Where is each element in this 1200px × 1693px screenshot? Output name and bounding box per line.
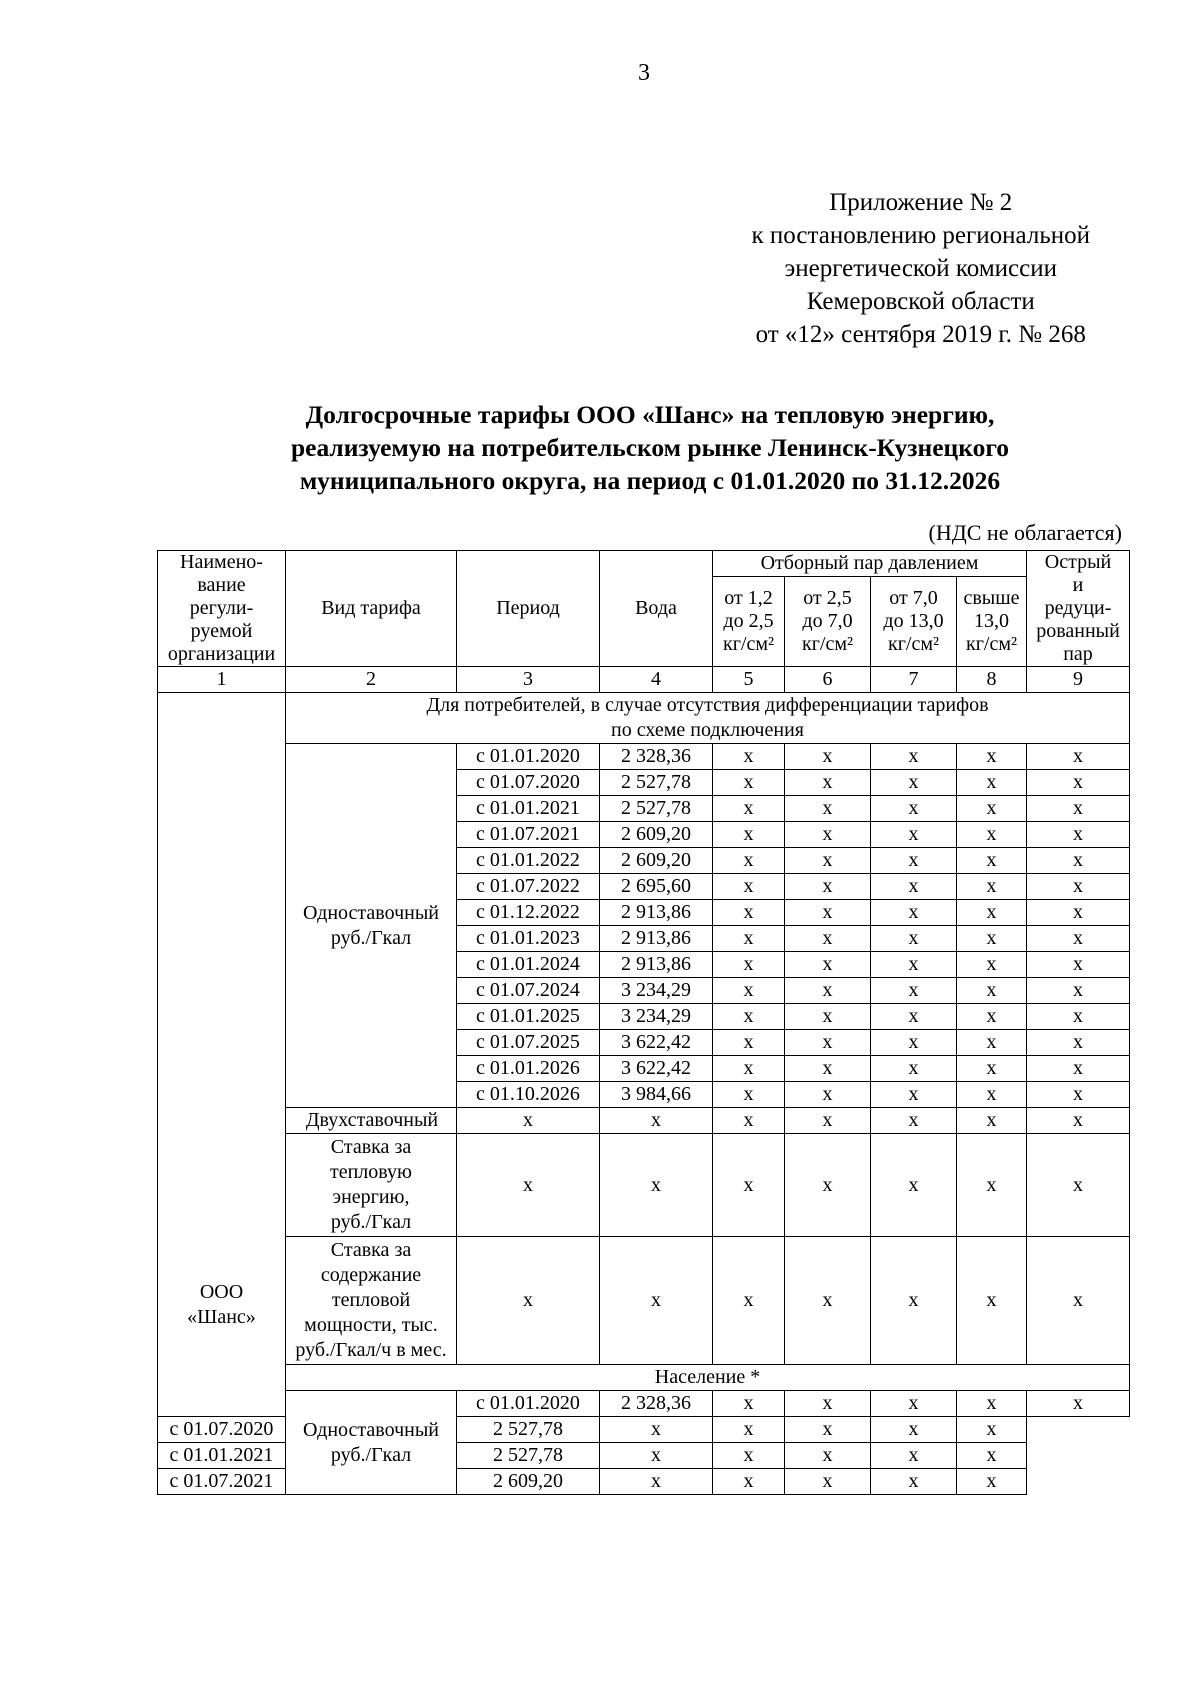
table-cell: x — [785, 1469, 871, 1495]
table-cell: 3 984,66 — [600, 1082, 713, 1108]
text-line: руемой — [190, 620, 253, 642]
table-cell: с 01.01.2021 — [158, 1443, 286, 1469]
table-cell: x — [785, 874, 871, 900]
header-period: Период — [457, 551, 600, 667]
text-line: от 7,0 — [889, 587, 938, 609]
table-cell: с 01.01.2022 — [457, 848, 600, 874]
table-cell: x — [785, 1056, 871, 1082]
section2-title: Население * — [286, 1365, 1130, 1391]
text-line: от 2,5 — [803, 587, 852, 609]
table-cell: x — [957, 744, 1027, 770]
text-line: Ставка за — [330, 1136, 412, 1158]
table-cell: x — [957, 926, 1027, 952]
table-cell: x — [1027, 770, 1130, 796]
title-line: муниципального округа, на период с 01.01.2020 по 31.12.2026 — [299, 466, 1001, 495]
table-cell: x — [600, 1134, 713, 1237]
header-steam-group: Отборный пар давлением — [713, 551, 1027, 577]
table-cell: 2 527,78 — [600, 796, 713, 822]
table-cell: x — [871, 796, 957, 822]
table-cell: x — [957, 848, 1027, 874]
table-cell: x — [1027, 978, 1130, 1004]
rate-capacity-label — [286, 1237, 457, 1365]
table-cell: x — [785, 744, 871, 770]
table-cell: x — [713, 1134, 785, 1237]
table-cell: 3 234,29 — [600, 978, 713, 1004]
table-row — [158, 744, 1130, 770]
text-line: до 13,0 — [883, 610, 944, 632]
text-line: до 7,0 — [802, 610, 853, 632]
vat-note: (НДС не облагается) — [928, 520, 1122, 545]
table-cell: x — [600, 1443, 713, 1469]
section1-title — [286, 693, 1130, 744]
text-line: руб./Гкал — [330, 926, 412, 949]
table-cell: x — [957, 952, 1027, 978]
table-cell: x — [713, 1443, 785, 1469]
text-line: тепловую — [329, 1161, 412, 1183]
table-cell: x — [713, 1056, 785, 1082]
text-line: от 1,2 — [724, 587, 773, 609]
table-cell: x — [957, 1004, 1027, 1030]
table-cell: x — [957, 1443, 1027, 1469]
table-cell: x — [457, 1134, 600, 1237]
table-cell: 2 — [286, 667, 457, 693]
table-cell: x — [1027, 1030, 1130, 1056]
table-row — [158, 551, 1130, 577]
text-line: кг/см² — [965, 633, 1017, 655]
table-cell: 2 609,20 — [600, 822, 713, 848]
table-cell: x — [713, 900, 785, 926]
table-cell: 8 — [957, 667, 1027, 693]
table-cell: с 01.10.2026 — [457, 1082, 600, 1108]
table-cell: x — [1027, 952, 1130, 978]
table-cell: x — [1027, 1004, 1130, 1030]
table-cell: x — [713, 848, 785, 874]
text-line: «Шанс» — [187, 1305, 256, 1328]
table-row — [158, 1365, 1130, 1391]
appendix-line: от «12» сентября 2019 г. № 268 — [755, 321, 1086, 348]
table-cell: x — [457, 1108, 600, 1134]
table-cell: x — [957, 978, 1027, 1004]
table-cell: x — [713, 1391, 785, 1417]
title-line: Долгосрочные тарифы ООО «Шанс» на тепловую энергию, — [305, 400, 995, 429]
text-line: тепловой — [331, 1289, 411, 1311]
table-cell: x — [785, 770, 871, 796]
text-line: кг/см² — [801, 633, 853, 655]
table-cell: x — [785, 1391, 871, 1417]
table-cell: 2 328,36 — [600, 744, 713, 770]
header-steam-3 — [871, 577, 957, 667]
table-cell: x — [957, 1108, 1027, 1134]
text-line: и — [1072, 574, 1084, 596]
appendix-line: Кемеровской области — [806, 288, 1035, 315]
table-cell: x — [713, 978, 785, 1004]
organization-cell — [158, 693, 286, 1417]
table-cell: с 01.07.2021 — [457, 822, 600, 848]
table-cell: x — [871, 1237, 957, 1365]
table-cell: x — [957, 900, 1027, 926]
text-line: вание — [197, 574, 246, 596]
header-steam-2 — [785, 577, 871, 667]
table-cell: x — [713, 796, 785, 822]
text-line: Одноставочный — [303, 1418, 439, 1441]
table-cell: x — [871, 1469, 957, 1495]
text-line: кг/см² — [722, 633, 774, 655]
table-cell: 5 — [713, 667, 785, 693]
table-cell: x — [1027, 1134, 1130, 1237]
table-cell: x — [871, 952, 957, 978]
table-cell: 3 — [457, 667, 600, 693]
table-cell: x — [871, 926, 957, 952]
table-cell: с 01.01.2021 — [457, 796, 600, 822]
table-cell: 2 609,20 — [457, 1469, 600, 1495]
table-cell: x — [713, 926, 785, 952]
rate-energy-label — [286, 1134, 457, 1237]
header-sharp-steam — [1027, 551, 1130, 667]
header-organization — [158, 551, 286, 667]
table-cell: x — [600, 1417, 713, 1443]
table-cell: x — [957, 1056, 1027, 1082]
table-cell: x — [785, 900, 871, 926]
table-cell: x — [1027, 848, 1130, 874]
table-cell: x — [871, 770, 957, 796]
table-cell: x — [785, 978, 871, 1004]
table-cell: x — [871, 1030, 957, 1056]
text-line: рованный — [1036, 620, 1120, 642]
appendix-line: Приложение № 2 — [829, 189, 1013, 216]
text-line: пар — [1063, 643, 1093, 665]
table-cell: x — [957, 1469, 1027, 1495]
table-cell: x — [871, 900, 957, 926]
table-cell: x — [713, 874, 785, 900]
table-cell: с 01.07.2025 — [457, 1030, 600, 1056]
text-line: редуци- — [1044, 597, 1112, 619]
table-cell: x — [957, 1134, 1027, 1237]
header-water: Вода — [600, 551, 713, 667]
table-cell: с 01.07.2024 — [457, 978, 600, 1004]
table-cell: с 01.12.2022 — [457, 900, 600, 926]
table-cell: 2 527,78 — [600, 770, 713, 796]
table-cell: x — [785, 1004, 871, 1030]
table-cell: x — [871, 1004, 957, 1030]
table-cell: x — [785, 1082, 871, 1108]
table-cell: 2 913,86 — [600, 952, 713, 978]
tariff-table — [157, 550, 1130, 1495]
table-cell: x — [957, 796, 1027, 822]
table-cell: x — [785, 822, 871, 848]
table-cell: x — [871, 744, 957, 770]
table-cell: x — [871, 1108, 957, 1134]
text-line: 13,0 — [974, 610, 1009, 632]
table-cell: x — [600, 1108, 713, 1134]
table-cell: x — [871, 1082, 957, 1108]
table-cell: 3 622,42 — [600, 1056, 713, 1082]
table-cell: 3 234,29 — [600, 1004, 713, 1030]
table-cell: x — [1027, 1056, 1130, 1082]
table-cell: с 01.01.2020 — [457, 744, 600, 770]
table-cell: 2 913,86 — [600, 900, 713, 926]
text-line: Одноставочный — [303, 901, 439, 924]
appendix-block — [752, 186, 1091, 351]
header-tariff-type: Вид тарифа — [286, 551, 457, 667]
header-steam-4 — [957, 577, 1027, 667]
table-cell: с 01.01.2025 — [457, 1004, 600, 1030]
table-cell: с 01.07.2020 — [158, 1417, 286, 1443]
table-cell: x — [785, 1134, 871, 1237]
table-cell: с 01.01.2024 — [457, 952, 600, 978]
text-line: Острый — [1044, 551, 1112, 573]
table-cell: x — [1027, 926, 1130, 952]
table-cell: x — [713, 1417, 785, 1443]
one-rate-label — [286, 744, 457, 1108]
table-cell: x — [785, 952, 871, 978]
appendix-line: к постановлению региональной — [751, 222, 1090, 249]
table-cell: 2 527,78 — [457, 1417, 600, 1443]
text-line: по схеме подключения — [611, 719, 804, 741]
table-cell: x — [785, 848, 871, 874]
text-line: кг/см² — [887, 633, 939, 655]
text-line: мощности, тыс. — [304, 1314, 438, 1336]
table-cell: 2 527,78 — [457, 1443, 600, 1469]
table-row — [158, 693, 1130, 744]
table-cell: x — [957, 1082, 1027, 1108]
title-line: реализуемую на потребительском рынке Ленинск-Кузнецкого — [290, 433, 1010, 462]
table-cell: x — [713, 1004, 785, 1030]
table-cell: 2 695,60 — [600, 874, 713, 900]
table-cell: x — [871, 1134, 957, 1237]
table-cell: с 01.01.2020 — [457, 1391, 600, 1417]
appendix-line: энергетической комиссии — [784, 255, 1057, 282]
table-cell: x — [1027, 1391, 1130, 1417]
table-cell: x — [785, 1237, 871, 1365]
rate-capacity-row — [158, 1237, 1130, 1365]
table-cell: x — [957, 1030, 1027, 1056]
text-line: регули- — [189, 597, 254, 619]
text-line: руб./Гкал — [330, 1211, 412, 1233]
table-cell: x — [957, 874, 1027, 900]
table-cell: 3 622,42 — [600, 1030, 713, 1056]
table-cell: x — [785, 796, 871, 822]
table-cell: x — [1027, 796, 1130, 822]
table-cell: 4 — [600, 667, 713, 693]
table-cell: x — [713, 1082, 785, 1108]
table-cell: x — [957, 1417, 1027, 1443]
table-cell: x — [871, 1417, 957, 1443]
text-line: ООО — [199, 1280, 244, 1303]
table-cell: x — [713, 1237, 785, 1365]
table-cell: x — [957, 1391, 1027, 1417]
table-cell: x — [957, 770, 1027, 796]
table-cell: x — [785, 1030, 871, 1056]
table-cell: 2 913,86 — [600, 926, 713, 952]
table-cell: x — [600, 1237, 713, 1365]
table-cell: x — [1027, 744, 1130, 770]
table-cell: x — [871, 1443, 957, 1469]
table-cell: x — [957, 822, 1027, 848]
text-line: Наимено- — [180, 551, 263, 573]
table-cell: x — [957, 1237, 1027, 1365]
text-line: руб./Гкал — [330, 1443, 412, 1466]
table-cell: x — [871, 848, 957, 874]
text-line: энергию, — [332, 1186, 410, 1208]
text-line: свыше — [963, 587, 1020, 609]
table-cell: 2 609,20 — [600, 848, 713, 874]
table-cell: x — [1027, 874, 1130, 900]
table-cell: 7 — [871, 667, 957, 693]
table-cell: с 01.01.2023 — [457, 926, 600, 952]
table-cell: x — [785, 1443, 871, 1469]
table-cell: x — [1027, 1108, 1130, 1134]
table-cell: x — [713, 744, 785, 770]
table-cell: x — [785, 1417, 871, 1443]
table-cell: x — [871, 1056, 957, 1082]
table-cell: x — [871, 874, 957, 900]
text-line: Ставка за — [330, 1239, 412, 1261]
table-cell: x — [1027, 1237, 1130, 1365]
rate-energy-row — [158, 1134, 1130, 1237]
column-numbers-row — [158, 667, 1130, 693]
table-cell: x — [871, 1391, 957, 1417]
two-rate-label: Двухставочный — [286, 1108, 457, 1134]
table-cell: x — [871, 822, 957, 848]
table-cell: x — [785, 926, 871, 952]
table-cell: x — [871, 978, 957, 1004]
table-cell: x — [713, 770, 785, 796]
two-rate-row — [158, 1108, 1130, 1134]
table-cell: x — [713, 822, 785, 848]
table-cell: с 01.07.2022 — [457, 874, 600, 900]
document-title — [150, 398, 1150, 497]
table-cell: с 01.07.2021 — [158, 1469, 286, 1495]
text-line: организации — [167, 643, 276, 665]
table-cell: x — [713, 1469, 785, 1495]
table-cell: с 01.07.2020 — [457, 770, 600, 796]
text-line: руб./Гкал/ч в мес. — [295, 1339, 447, 1361]
table-cell: 2 328,36 — [600, 1391, 713, 1417]
table-cell: x — [1027, 900, 1130, 926]
table-cell: 1 — [158, 667, 286, 693]
text-line: до 2,5 — [723, 610, 774, 632]
table-cell: x — [713, 1108, 785, 1134]
text-line: Для потребителей, в случае отсутствия дифференциации тарифов — [426, 694, 989, 716]
table-cell: с 01.01.2026 — [457, 1056, 600, 1082]
table-cell: x — [1027, 822, 1130, 848]
table-cell: x — [600, 1469, 713, 1495]
table-cell: x — [1027, 1082, 1130, 1108]
table-cell: 9 — [1027, 667, 1130, 693]
table-cell: x — [713, 1030, 785, 1056]
table-cell: x — [785, 1108, 871, 1134]
table-row — [158, 1391, 1130, 1417]
text-line: содержание — [320, 1264, 422, 1286]
table-cell: x — [457, 1237, 600, 1365]
table-cell: 6 — [785, 667, 871, 693]
page-number: 3 — [638, 60, 650, 86]
table-cell: x — [713, 952, 785, 978]
one-rate-label-population — [286, 1391, 457, 1495]
header-steam-1 — [713, 577, 785, 667]
